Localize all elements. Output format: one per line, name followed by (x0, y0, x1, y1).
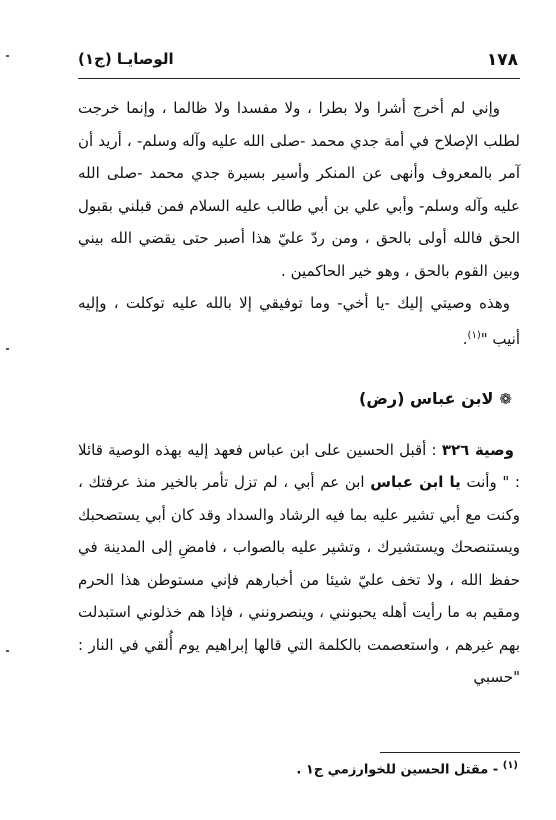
page-header (78, 44, 520, 79)
margin-mark (6, 650, 9, 652)
paragraph-2-text: وهذه وصيتي إليك -يا أخي- وما توفيقي إلا بالله عليه توكلت ، وإليه أنيب " (78, 294, 520, 348)
margin-mark (6, 348, 9, 350)
wasiya-label: وصية ٣٢٦ (441, 440, 514, 459)
footnote-marker: (١) (502, 760, 518, 771)
page-body (78, 92, 520, 694)
paragraph-3-part1: : أقبل الحسين على ابن عباس فعهد إليه بهذه الوصية قائلا : " وأنت (78, 440, 520, 491)
footnote-divider (380, 752, 520, 753)
paragraph-3-bold: يا ابن عباس (370, 473, 461, 491)
paragraph-3 (78, 434, 520, 694)
section-heading (78, 383, 520, 416)
paragraph-2-end: . (462, 329, 468, 348)
flower-icon: ❁ (499, 390, 512, 408)
section-heading-text: لابن عباس (رض) (359, 389, 494, 408)
margin-mark (6, 55, 9, 57)
paragraph-1: وإني لم أخرج أشرا ولا بطرا ، ولا مفسدا ولا ظالما ، وإنما خرجت لطلب الإصلاح في أمة جدي محمد -صلى الله عليه وآله وسلم- ، أريد أن آمر بالمعروف وأنهى عن المنكر وأسير بسيرة جدي محمد -صلى الله عليه وآله وسلم- وأبي علي بن أبي طالب عليه السلام فمن قبلني بقبول الحق فالله أولى بالحق ، ومن ردّ عليّ هذا أصبر حتى يقضي الله بيني وبين القوم بالحق ، وهو خير الحاكمين . (78, 99, 520, 280)
footnote-reference: (١) (467, 329, 481, 341)
footnote-text: - مقتل الحسين للخوارزمي ج١ . (296, 762, 503, 778)
paragraph-2 (78, 287, 520, 355)
footnote (218, 760, 518, 777)
page-number: ١٧٨ (486, 50, 518, 70)
paragraph-3-part2: ابن عم أبي ، لم تزل تأمر بالخير منذ عرفتك ، وكنت مع أبي تشير عليه بما فيه الرشاد والسداد وقد كان أبي يستصحبك ويستنصحك ويستشيرك ، وتشير عليه بالصواب ، فامضِ إلى المدينة في حفظ الله ، ولا تخف عليّ شيئا من أخبارهم فإني مستوطن هذا الحرم ومقيم به ما رأيت أهله يحبونني ، وينصرونني ، فإذا هم خذلوني استبدلت بهم غيرهم ، واستعصمت بالكلمة التي قالها إبراهيم يوم أُلقي في النار : "حسبي (78, 473, 520, 686)
running-head: الوصايـا (ج١) (78, 50, 174, 68)
